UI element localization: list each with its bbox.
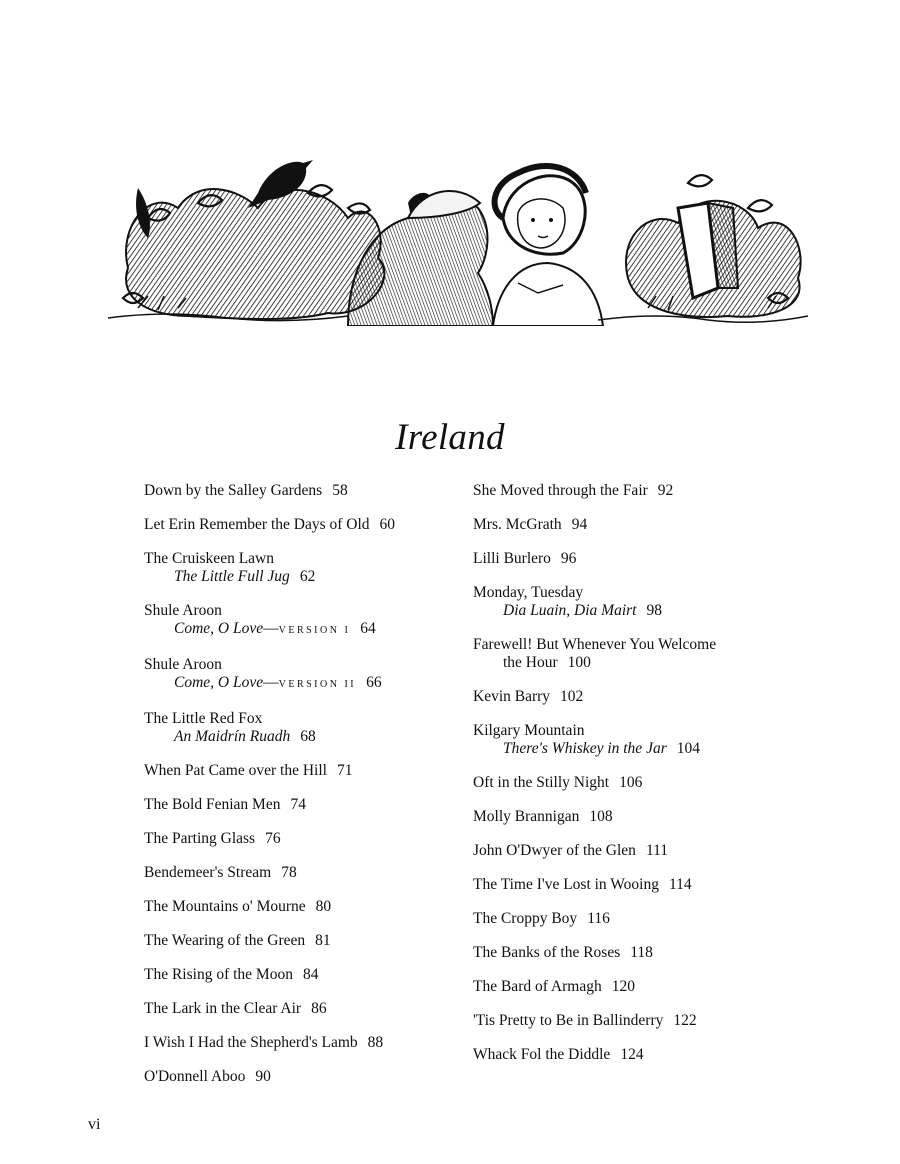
song-title: The Mountains o' Mourne [144, 898, 306, 915]
page-number: 78 [281, 864, 297, 881]
song-title: Molly Brannigan [473, 808, 580, 825]
page-number: 66 [366, 674, 382, 691]
song-title: Whack Fol the Diddle [473, 1046, 611, 1063]
contents-entry[interactable] [473, 636, 813, 672]
page-number: 86 [311, 1000, 327, 1017]
page-number: 76 [265, 830, 281, 847]
song-title: The Rising of the Moon [144, 966, 293, 983]
page-number: 114 [668, 876, 692, 893]
contents-entry[interactable] [473, 516, 813, 534]
page-number: 111 [645, 842, 669, 859]
contents-entry[interactable] [144, 656, 484, 694]
contents-column-left [144, 482, 484, 1102]
song-title: I Wish I Had the Shepherd's Lamb [144, 1034, 358, 1051]
page-number: 64 [360, 620, 376, 637]
contents-entry[interactable] [144, 1034, 484, 1052]
contents-entry[interactable] [144, 602, 484, 640]
page-number: 71 [336, 762, 353, 779]
song-subtitle-line [473, 602, 813, 620]
page-number: 81 [315, 932, 331, 949]
song-subtitle-line [144, 568, 484, 586]
contents-entry[interactable] [144, 830, 484, 848]
contents-entry[interactable] [144, 864, 484, 882]
song-title: Down by the Salley Gardens [144, 482, 323, 499]
page-number: 68 [300, 728, 316, 745]
contents-column-right [473, 482, 813, 1080]
contents-entry[interactable] [144, 762, 484, 780]
song-subtitle-line [144, 620, 484, 640]
song-title: The Banks of the Roses [473, 944, 621, 961]
song-title: The Lark in the Clear Air [144, 1000, 302, 1017]
song-title: O'Donnell Aboo [144, 1068, 246, 1085]
song-title: The Bard of Armagh [473, 978, 602, 995]
page-number: 98 [646, 602, 662, 619]
contents-entry[interactable] [473, 722, 813, 758]
contents-entry[interactable] [473, 774, 813, 792]
song-title: She Moved through the Fair [473, 482, 648, 499]
page-number: 60 [379, 516, 396, 533]
song-title: Monday, Tuesday [473, 584, 584, 601]
song-subtitle: There's Whiskey in the Jar [503, 740, 667, 757]
contents-entry[interactable] [144, 516, 484, 534]
section-title: Ireland [395, 417, 505, 458]
page-number: 88 [367, 1034, 384, 1051]
contents-entry[interactable] [473, 808, 813, 826]
song-title: The Wearing of the Green [144, 932, 306, 949]
song-subtitle: The Little Full Jug [174, 568, 290, 585]
page-number: 108 [589, 808, 613, 825]
em-dash: — [263, 674, 279, 691]
foliage-left [126, 189, 384, 319]
contents-entry[interactable] [473, 910, 813, 928]
contents-entry[interactable] [144, 1068, 484, 1086]
song-title: The Croppy Boy [473, 910, 578, 927]
page-number: 74 [290, 796, 306, 813]
page-number: 122 [673, 1012, 697, 1029]
page-number: 104 [676, 740, 700, 757]
song-subtitle: Come, O Love [174, 620, 264, 637]
song-title: When Pat Came over the Hill [144, 762, 327, 779]
song-title: Shule Aroon [144, 656, 222, 673]
contents-entry[interactable] [473, 944, 813, 962]
song-subtitle-line [144, 674, 484, 694]
song-title: Let Erin Remember the Days of Old [144, 516, 370, 533]
song-version: VERSION II [278, 679, 357, 690]
song-title: The Little Red Fox [144, 710, 263, 727]
song-title: The Time I've Lost in Wooing [473, 876, 659, 893]
page-number: 118 [630, 944, 653, 961]
contents-entry[interactable] [473, 688, 813, 706]
page-number: 84 [302, 966, 319, 983]
page-number: 116 [587, 910, 610, 927]
song-title: The Cruiskeen Lawn [144, 550, 274, 567]
contents-entry[interactable] [144, 710, 484, 746]
page-number: 100 [567, 654, 591, 671]
song-title-continuation: the Hour [503, 654, 558, 671]
page-number: 124 [620, 1046, 644, 1063]
contents-entry[interactable] [144, 482, 484, 500]
song-title-continuation-line [473, 654, 813, 672]
page-number: 94 [571, 516, 588, 533]
contents-entry[interactable] [473, 978, 813, 996]
contents-entry[interactable] [473, 584, 813, 620]
song-title: The Parting Glass [144, 830, 256, 847]
song-title: Lilli Burlero [473, 550, 551, 567]
contents-entry[interactable] [144, 898, 484, 916]
header-illustration [108, 148, 808, 326]
contents-entry[interactable] [473, 842, 813, 860]
page-number: 106 [619, 774, 643, 791]
song-subtitle: Come, O Love [174, 674, 264, 691]
contents-entry[interactable] [473, 482, 813, 500]
page-number: 90 [255, 1068, 271, 1085]
page-number: 102 [560, 688, 584, 705]
woodcut-engraving [108, 148, 808, 326]
song-title: Farewell! But Whenever You Welcome [473, 636, 717, 653]
song-title: Oft in the Stilly Night [473, 774, 610, 791]
song-title: Kevin Barry [473, 688, 551, 705]
page-number: 58 [332, 482, 348, 499]
contents-entry[interactable] [473, 1012, 813, 1030]
song-title: Mrs. McGrath [473, 516, 562, 533]
page-folio: vi [88, 1116, 101, 1133]
contents-entry[interactable] [144, 550, 484, 586]
song-title: Shule Aroon [144, 602, 222, 619]
song-subtitle-line [473, 740, 813, 758]
page-number: 120 [611, 978, 635, 995]
contents-entry[interactable] [473, 1046, 813, 1064]
page-number: 96 [560, 550, 577, 567]
song-title: 'Tis Pretty to Be in Ballinderry [473, 1012, 664, 1029]
contents-entry[interactable] [473, 550, 813, 568]
song-title: The Bold Fenian Men [144, 796, 281, 813]
song-title: John O'Dwyer of the Glen [473, 842, 636, 859]
page-number: 92 [657, 482, 674, 499]
contents-entry[interactable] [144, 966, 484, 984]
contents-entry[interactable] [144, 1000, 484, 1018]
song-subtitle-line [144, 728, 484, 746]
contents-entry[interactable] [473, 876, 813, 894]
song-subtitle: An Maidrín Ruadh [174, 728, 291, 745]
em-dash: — [263, 620, 279, 637]
contents-entry[interactable] [144, 932, 484, 950]
page-number: 80 [315, 898, 332, 915]
woman-face [518, 199, 565, 248]
song-subtitle: Dia Luain, Dia Mairt [503, 602, 637, 619]
contents-entry[interactable] [144, 796, 484, 814]
song-version: VERSION I [278, 625, 351, 636]
song-title: Bendemeer's Stream [144, 864, 272, 881]
page-number: 62 [299, 568, 316, 585]
song-title: Kilgary Mountain [473, 722, 585, 739]
